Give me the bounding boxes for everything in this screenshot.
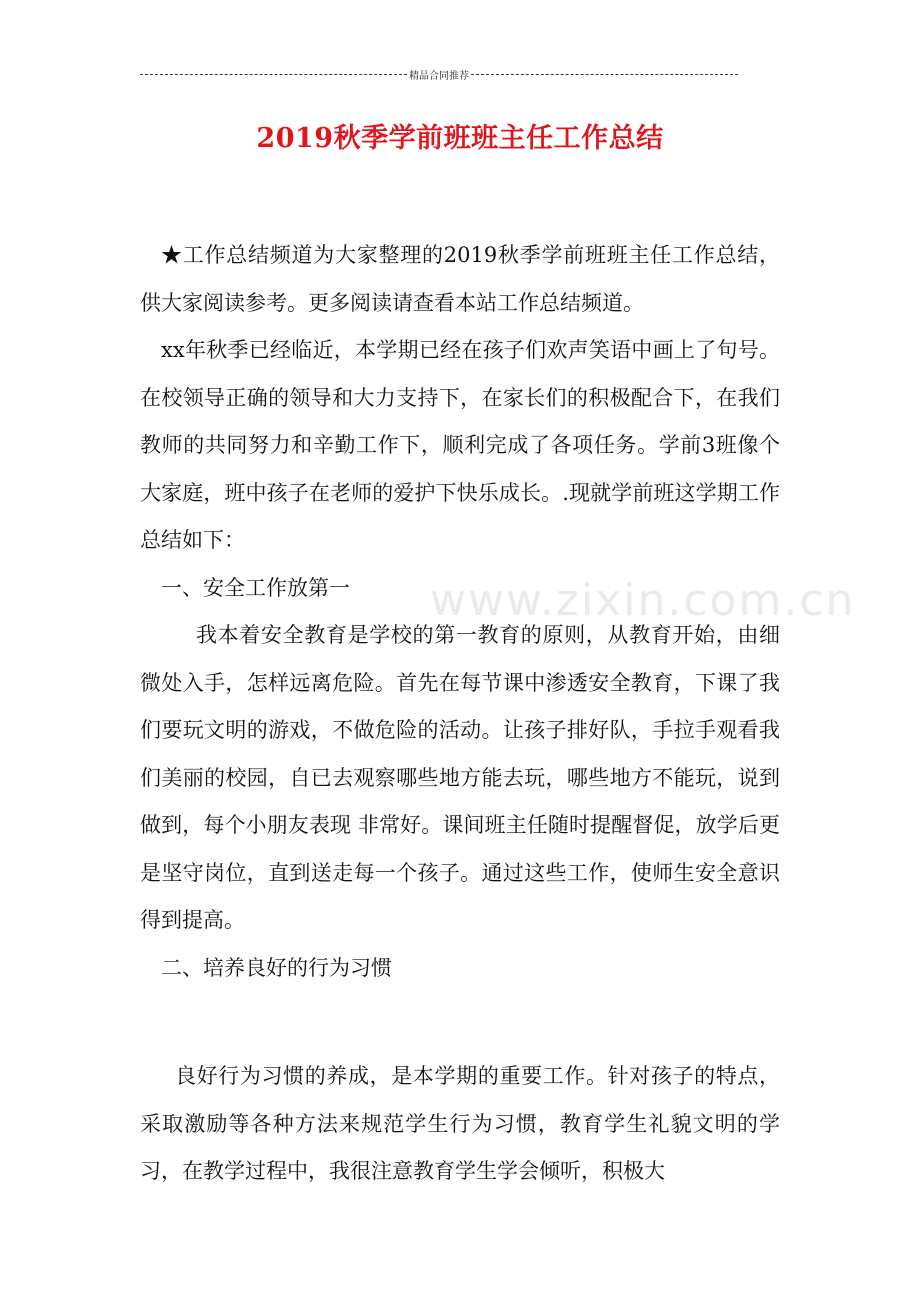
- header-dash-right: [471, 74, 738, 75]
- section-heading-1: 一、安全工作放第一: [161, 575, 350, 600]
- section-heading-2: 二、培养良好的行为习惯: [161, 955, 392, 980]
- paragraph-2: 我本着安全教育是学校的第一教育的原则，从教育开始，由细微处入手，怎样远离危险。首先在每节课中渗透安全教育，下课了我们要玩文明的游戏，不做危险的活动。让孩子排好队，手拉手观看我们美丽的校园，自已去观察哪些地方能去玩，哪些地方不能玩，说到做到，每个小朋友表现 非常好。课间班主任随时提醒督促，放学后更是坚守岗位，直到送走每一个孩子。通过这些工作，使师生安全意识得到提高。: [140, 623, 780, 932]
- watermark: www.zixin.com.cn: [430, 575, 856, 626]
- document-title: 2019秋季学前班班主任工作总结: [256, 123, 664, 154]
- body-block-1: [140, 232, 780, 992]
- paragraph-1: xx年秋季已经临近，本学期已经在孩子们欢声笑语中画上了句号。在校领导正确的领导和大力支持下，在家长们的积极配合下，在我们教师的共同努力和辛勤工作下，顺利完成了各项任务。学前3班像个大家庭，班中孩子在老师的爱护下快乐成长。.现就学前班这学期工作总结如下：: [140, 338, 780, 552]
- page-header: [140, 66, 738, 82]
- paragraph-3: 良好行为习惯的养成，是本学期的重要工作。针对孩子的特点，采取激励等各种方法来规范学生行为习惯，教育学生礼貌文明的学习，在教学过程中，我很注意教育学生学会倾听，积极大: [140, 1064, 780, 1183]
- header-dash-left: [140, 74, 407, 75]
- header-label: 精品合同推荐: [409, 70, 469, 82]
- intro-paragraph: ★工作总结频道为大家整理的2019秋季学前班班主任工作总结，供大家阅读参考。更多阅读请查看本站工作总结频道。: [140, 243, 780, 315]
- body-block-2: [140, 1053, 780, 1196]
